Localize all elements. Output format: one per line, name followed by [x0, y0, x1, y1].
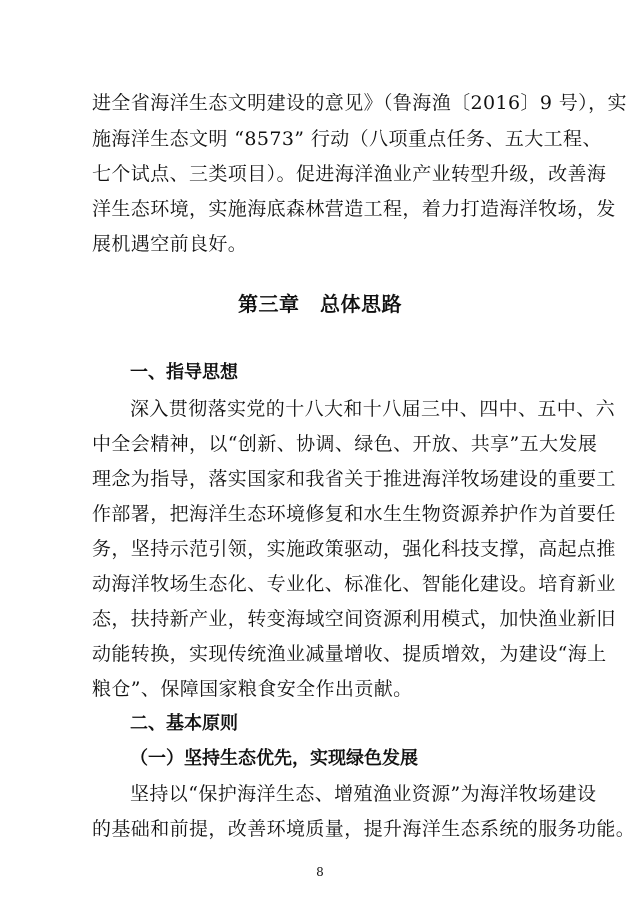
section1-line-2: 中全会精神，以“创新、协调、绿色、开放、共享”五大发展 [92, 433, 598, 455]
subsection-heading-ecology-first: （一）坚持生态优先，实现绿色发展 [130, 748, 418, 769]
section1-line-4: 作部署，把海洋生态环境修复和水生生物资源养护作为首要任 [92, 503, 616, 525]
section1-line-5: 务，坚持示范引领，实施政策驱动，强化科技支撑，高起点推 [92, 538, 616, 560]
section2-line-2: 的基础和前提，改善环境质量，提升海洋生态系统的服务功能。 [92, 818, 636, 840]
section2-line-1: 坚持以“保护海洋生态、增殖渔业资源”为海洋牧场建设 [130, 783, 597, 805]
intro-line-2: 施海洋生态文明 “8573” 行动（八项重点任务、五大工程、 [92, 128, 602, 150]
section1-line-8: 动能转换，实现传统渔业减量增收、提质增效，为建设“海上 [92, 643, 607, 665]
section-heading-guiding-ideology: 一、指导思想 [130, 362, 238, 383]
chapter-title: 第三章 总体思路 [238, 292, 402, 316]
intro-line-1: 进全省海洋生态文明建设的意见》（鲁海渔〔2016〕9 号），实 [92, 92, 627, 114]
intro-line-4: 洋生态环境，实施海底森林营造工程，着力打造海洋牧场，发 [92, 198, 616, 220]
section1-line-6: 动海洋牧场生态化、专业化、标准化、智能化建设。培育新业 [92, 573, 616, 595]
section1-line-3: 理念为指导，落实国家和我省关于推进海洋牧场建设的重要工 [92, 468, 616, 490]
intro-line-5: 展机遇空前良好。 [92, 233, 248, 255]
section1-line-1: 深入贯彻落实党的十八大和十八届三中、四中、五中、六 [130, 398, 616, 420]
section-heading-basic-principles: 二、基本原则 [130, 713, 238, 734]
section1-line-7: 态，扶持新产业，转变海域空间资源利用模式，加快渔业新旧 [92, 608, 616, 630]
page-number: 8 [316, 865, 324, 879]
intro-line-3: 七个试点、三类项目）。促进海洋渔业产业转型升级，改善海 [92, 163, 607, 185]
section1-line-9: 粮仓”、保障国家粮食安全作出贡献。 [92, 678, 413, 700]
